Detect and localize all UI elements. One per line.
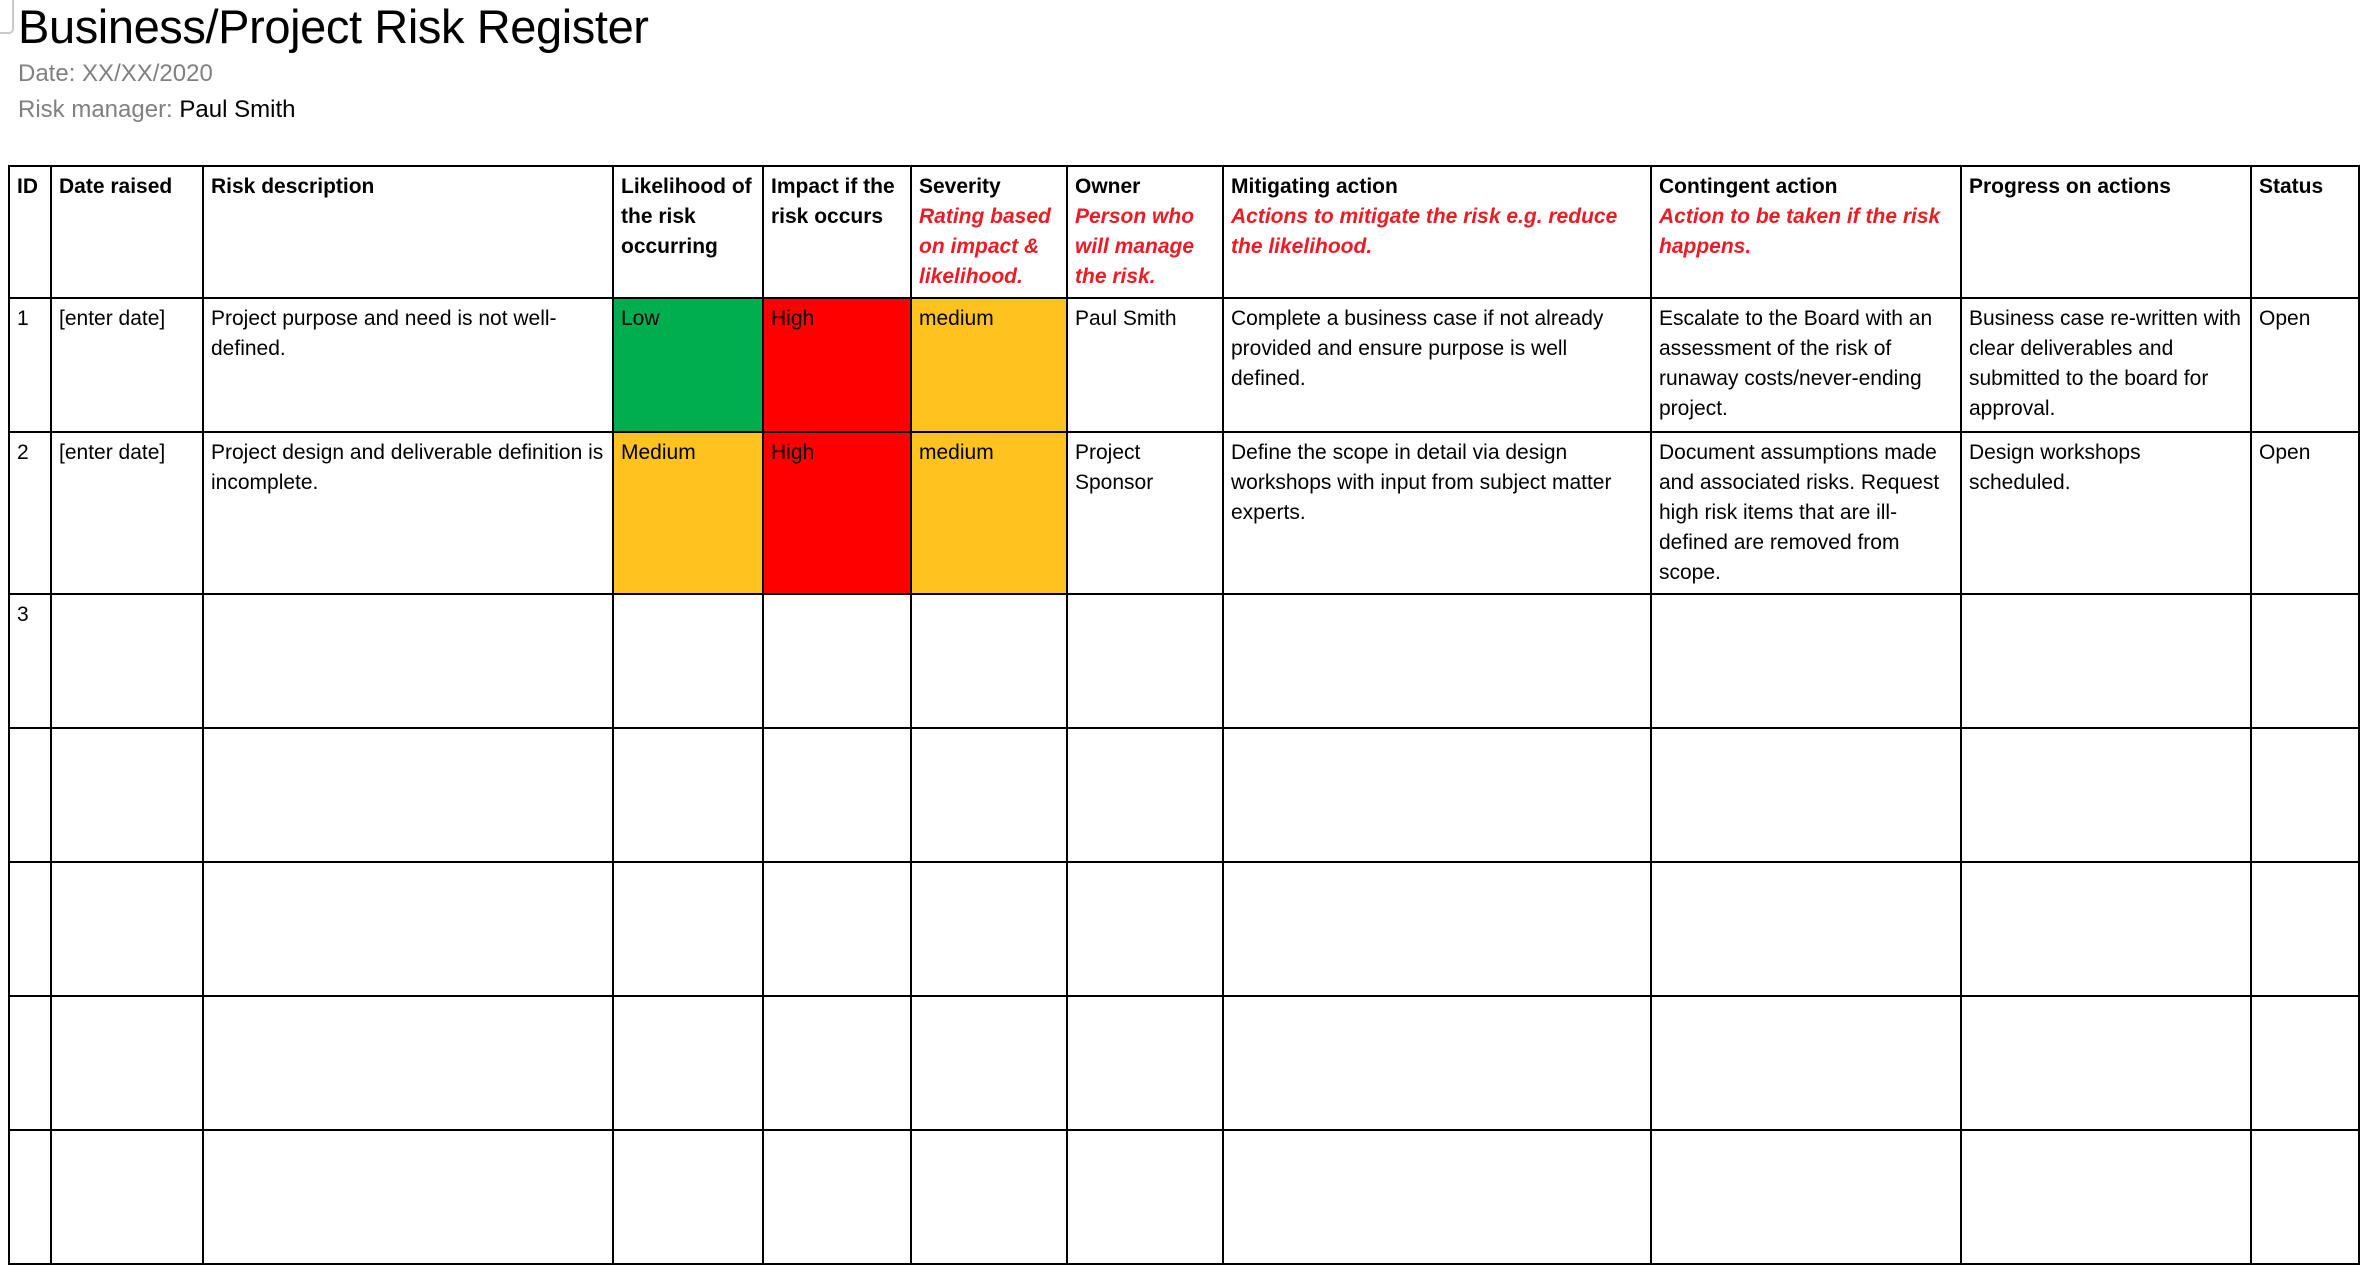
column-header-mitigating-action: [1223, 166, 1651, 298]
table-row: [9, 862, 2359, 996]
cell-status[interactable]: [2251, 1130, 2359, 1264]
column-header-severity-description: Rating based on impact & likelihood.: [919, 204, 1051, 288]
cell-date-raised[interactable]: [51, 728, 203, 862]
cell-impact[interactable]: [763, 1130, 911, 1264]
cell-contingent-action[interactable]: [1651, 862, 1961, 996]
cell-owner[interactable]: Project Sponsor: [1067, 432, 1223, 594]
cell-date-raised[interactable]: [51, 594, 203, 728]
column-header-owner-label: Owner: [1075, 174, 1141, 198]
table-row: [9, 594, 2359, 728]
cell-contingent-action[interactable]: [1651, 996, 1961, 1130]
cell-likelihood[interactable]: Low: [613, 298, 763, 432]
cell-status[interactable]: [2251, 996, 2359, 1130]
cell-progress[interactable]: Design workshops scheduled.: [1961, 432, 2251, 594]
column-header-contingent-action: [1651, 166, 1961, 298]
table-row: [9, 298, 2359, 432]
cell-risk-description[interactable]: [203, 862, 613, 996]
document-date-label: Date:: [18, 60, 76, 88]
cell-progress[interactable]: [1961, 1130, 2251, 1264]
cell-progress[interactable]: [1961, 728, 2251, 862]
column-header-severity-label: Severity: [919, 174, 1001, 198]
column-header-impact-label: Impact if the risk occurs: [771, 174, 895, 228]
cell-owner[interactable]: Paul Smith: [1067, 298, 1223, 432]
cell-owner[interactable]: [1067, 862, 1223, 996]
risk-register-table-container: [0, 165, 2362, 1265]
table-body: [9, 298, 2359, 1264]
page-corner-marker-icon: [0, 0, 14, 34]
cell-likelihood[interactable]: Medium: [613, 432, 763, 594]
column-header-risk-description: [203, 166, 613, 298]
cell-contingent-action[interactable]: [1651, 594, 1961, 728]
cell-progress[interactable]: Business case re-written with clear deliverables and submitted to the board for approval.: [1961, 298, 2251, 432]
column-header-owner: [1067, 166, 1223, 298]
cell-likelihood[interactable]: [613, 996, 763, 1130]
cell-contingent-action[interactable]: [1651, 1130, 1961, 1264]
column-header-impact: [763, 166, 911, 298]
column-header-contingent-action-label: Contingent action: [1659, 174, 1838, 198]
cell-likelihood[interactable]: [613, 862, 763, 996]
cell-status[interactable]: Open: [2251, 298, 2359, 432]
cell-risk-description[interactable]: [203, 728, 613, 862]
cell-date-raised[interactable]: [51, 996, 203, 1130]
column-header-contingent-action-description: Action to be taken if the risk happens.: [1659, 204, 1941, 258]
cell-risk-description[interactable]: Project purpose and need is not well-defined.: [203, 298, 613, 432]
cell-id[interactable]: [9, 862, 51, 996]
cell-risk-description[interactable]: [203, 996, 613, 1130]
cell-progress[interactable]: [1961, 594, 2251, 728]
cell-likelihood[interactable]: [613, 1130, 763, 1264]
cell-severity[interactable]: [911, 594, 1067, 728]
cell-impact[interactable]: High: [763, 432, 911, 594]
document-header: [0, 2, 2362, 128]
cell-progress[interactable]: [1961, 996, 2251, 1130]
column-header-progress: [1961, 166, 2251, 298]
cell-owner[interactable]: [1067, 1130, 1223, 1264]
cell-progress[interactable]: [1961, 862, 2251, 996]
cell-mitigating-action[interactable]: [1223, 728, 1651, 862]
cell-impact[interactable]: [763, 996, 911, 1130]
cell-status[interactable]: [2251, 862, 2359, 996]
cell-impact[interactable]: [763, 594, 911, 728]
cell-owner[interactable]: [1067, 996, 1223, 1130]
cell-severity[interactable]: [911, 1130, 1067, 1264]
cell-likelihood[interactable]: [613, 594, 763, 728]
column-header-mitigating-action-label: Mitigating action: [1231, 174, 1398, 198]
cell-date-raised[interactable]: [enter date]: [51, 432, 203, 594]
cell-owner[interactable]: [1067, 728, 1223, 862]
cell-id[interactable]: [9, 996, 51, 1130]
cell-id[interactable]: [9, 1130, 51, 1264]
cell-severity[interactable]: medium: [911, 298, 1067, 432]
column-header-severity: [911, 166, 1067, 298]
cell-severity[interactable]: medium: [911, 432, 1067, 594]
column-header-mitigating-action-description: Actions to mitigate the risk e.g. reduce the likelihood.: [1231, 204, 1618, 258]
page-title: Business/Project Risk Register: [18, 0, 649, 53]
risk-manager: [18, 93, 2362, 127]
document-date: [18, 57, 2362, 91]
column-header-status-label: Status: [2259, 174, 2324, 198]
cell-owner[interactable]: [1067, 594, 1223, 728]
table-row: [9, 432, 2359, 594]
cell-impact[interactable]: [763, 728, 911, 862]
column-header-date-raised-label: Date raised: [59, 174, 173, 198]
table-row: [9, 1130, 2359, 1264]
cell-impact[interactable]: High: [763, 298, 911, 432]
cell-contingent-action[interactable]: Document assumptions made and associated risks. Request high risk items that are ill-defined are removed from scope.: [1651, 432, 1961, 594]
cell-id[interactable]: 1: [9, 298, 51, 432]
table-row: [9, 728, 2359, 862]
cell-mitigating-action[interactable]: Complete a business case if not already provided and ensure purpose is well defined.: [1223, 298, 1651, 432]
risk-manager-value: Paul Smith: [179, 96, 296, 124]
cell-date-raised[interactable]: [enter date]: [51, 298, 203, 432]
cell-severity[interactable]: [911, 728, 1067, 862]
column-header-owner-description: Person who will manage the risk.: [1075, 204, 1195, 288]
cell-date-raised[interactable]: [51, 862, 203, 996]
cell-risk-description[interactable]: Project design and deliverable definition is incomplete.: [203, 432, 613, 594]
column-header-risk-description-label: Risk description: [211, 174, 375, 198]
cell-risk-description[interactable]: [203, 594, 613, 728]
cell-impact[interactable]: [763, 862, 911, 996]
column-header-likelihood-label: Likelihood of the risk occurring: [621, 174, 752, 258]
column-header-progress-label: Progress on actions: [1969, 174, 2171, 198]
column-header-status: [2251, 166, 2359, 298]
column-header-id: [9, 166, 51, 298]
cell-risk-description[interactable]: [203, 1130, 613, 1264]
cell-status[interactable]: [2251, 728, 2359, 862]
cell-severity[interactable]: [911, 862, 1067, 996]
cell-mitigating-action[interactable]: Define the scope in detail via design workshops with input from subject matter experts.: [1223, 432, 1651, 594]
risk-manager-label: Risk manager:: [18, 96, 173, 124]
cell-contingent-action[interactable]: Escalate to the Board with an assessment of the risk of runaway costs/never-ending project.: [1651, 298, 1961, 432]
document-date-value: XX/XX/2020: [82, 60, 213, 88]
cell-mitigating-action[interactable]: [1223, 996, 1651, 1130]
column-header-date-raised: [51, 166, 203, 298]
cell-date-raised[interactable]: [51, 1130, 203, 1264]
cell-status[interactable]: [2251, 594, 2359, 728]
cell-mitigating-action[interactable]: [1223, 862, 1651, 996]
cell-contingent-action[interactable]: [1651, 728, 1961, 862]
cell-id[interactable]: [9, 728, 51, 862]
cell-mitigating-action[interactable]: [1223, 1130, 1651, 1264]
cell-mitigating-action[interactable]: [1223, 594, 1651, 728]
cell-likelihood[interactable]: [613, 728, 763, 862]
table-row: [9, 996, 2359, 1130]
column-header-likelihood: [613, 166, 763, 298]
table-header: [9, 166, 2359, 298]
cell-id[interactable]: 2: [9, 432, 51, 594]
cell-status[interactable]: Open: [2251, 432, 2359, 594]
risk-register-table: [8, 165, 2360, 1265]
cell-id[interactable]: 3: [9, 594, 51, 728]
table-header-row: [9, 166, 2359, 298]
column-header-id-label: ID: [17, 174, 38, 198]
cell-severity[interactable]: [911, 996, 1067, 1130]
